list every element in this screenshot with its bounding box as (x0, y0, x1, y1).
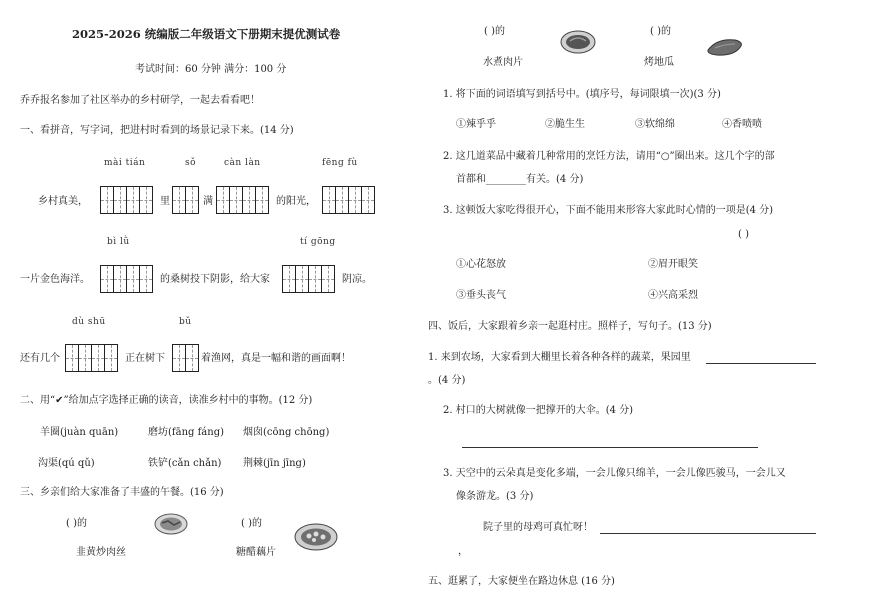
answer-line[interactable] (462, 447, 758, 448)
exam-info: 考试时间：60 分钟 满分：100 分 (135, 64, 287, 75)
pronunciation-item[interactable]: 烟囱(cōng chōng) (243, 427, 330, 438)
answer-line[interactable] (600, 533, 816, 534)
pinyin: bǔ (179, 317, 192, 327)
sentence-text: 阴凉。 (342, 274, 372, 285)
question-text: 3. 这顿饭大家吃得很开心，下面不能用来形容大家此时心情的一项是(4 分) (443, 205, 774, 216)
sentence-text: 的阳光， (276, 196, 316, 207)
char-grid[interactable] (65, 344, 118, 372)
question-text: 1. 来到农场，大家看到大棚里长着各种各样的蔬菜，果园里 (428, 352, 691, 363)
sweet-potato-icon (705, 36, 745, 58)
answer-blank[interactable]: ( )的 (66, 518, 87, 529)
option-item: ③软绵绵 (635, 119, 675, 130)
lotus-root-dish-icon (294, 523, 338, 551)
dish-name: 水煮肉片 (483, 57, 523, 68)
char-grid[interactable] (282, 265, 335, 293)
pronunciation-item[interactable]: 羊圈(juàn quān) (40, 427, 119, 438)
option-item: ④兴高采烈 (648, 290, 698, 301)
char-grid[interactable] (100, 186, 153, 214)
sentence-text: 一片金色海洋。 (20, 274, 90, 285)
pinyin: dù shū (72, 317, 106, 327)
answer-blank[interactable]: ( )的 (241, 518, 262, 529)
section1-heading: 一、看拼音，写字词，把进村时看到的场景记录下来。(14 分) (20, 125, 294, 136)
section2-heading: 二、用“✔”给加点字选择正确的读音，读准乡村中的事物。(12 分) (20, 395, 313, 406)
page-title: 2025-2026 统编版二年级语文下册期末提优测试卷 (72, 27, 341, 41)
dish-name: 韭黄炒肉丝 (76, 547, 126, 558)
pronunciation-item[interactable]: 荆棘(jīn jīng) (243, 458, 306, 469)
sentence-text: 里 (160, 196, 170, 207)
pronunciation-item[interactable]: 磨坊(fāng fáng) (148, 427, 224, 438)
char-grid[interactable] (322, 186, 375, 214)
section4-heading: 四、饭后，大家跟着乡亲一起逛村庄。照样子，写句子。(13 分) (428, 321, 712, 332)
answer-blank[interactable]: ( )的 (650, 26, 671, 37)
dish-name: 糖醋藕片 (236, 547, 276, 558)
sentence-text: 正在树下 (125, 353, 165, 364)
option-item: ②脆生生 (545, 119, 585, 130)
boiled-pork-dish-icon (560, 29, 596, 55)
example-prompt: 院子里的母鸡可真忙呀！ (483, 522, 593, 533)
char-grid[interactable] (216, 186, 269, 214)
option-item: ②眉开眼笑 (648, 259, 698, 270)
question-text: 。(4 分) (428, 375, 466, 386)
pinyin: tí gōng (300, 237, 336, 247)
question-text: 首都和________有关。(4 分) (456, 174, 584, 185)
option-item: ①辣乎乎 (456, 119, 496, 130)
char-grid[interactable] (100, 265, 153, 293)
sentence-text: 乡村真美， (38, 196, 88, 207)
option-item: ④香喷喷 (722, 119, 762, 130)
question-text: 像条游龙。(3 分) (456, 491, 534, 502)
sentence-text: 的桑树投下阴影，给大家 (160, 274, 270, 285)
pinyin: mài tián (104, 158, 146, 168)
question-text: 2. 这几道菜品中藏着几种常用的烹饪方法，请用“○”圈出来。这几个字的部 (443, 151, 775, 162)
pinyin: sǒ (185, 158, 197, 168)
dish-name: 烤地瓜 (644, 57, 674, 68)
pronunciation-item[interactable]: 铁铲(cǎn chǎn) (148, 458, 222, 469)
option-item: ③垂头丧气 (456, 290, 506, 301)
stir-fry-dish-icon (154, 512, 188, 536)
question-text: 1. 将下面的词语填写到括号中。(填序号，每词限填一次)(3 分) (443, 89, 721, 100)
answer-blank[interactable]: ( )的 (484, 26, 505, 37)
pinyin: càn làn (224, 158, 261, 168)
sentence-text: 还有几个 (20, 353, 60, 364)
punctuation: ， (458, 546, 468, 557)
section3-heading: 三、乡亲们给大家准备了丰盛的午餐。(16 分) (20, 487, 224, 498)
question-text: 2. 村口的大树就像一把撑开的大伞。(4 分) (443, 405, 634, 416)
char-grid[interactable] (172, 186, 199, 214)
sentence-text: 着渔网，真是一幅和谐的画面啊！ (201, 353, 351, 364)
pronunciation-item[interactable]: 沟渠(qú qǔ) (38, 458, 95, 469)
option-item: ①心花怒放 (456, 259, 506, 270)
pinyin: fēng fù (322, 158, 358, 168)
char-grid[interactable] (172, 344, 199, 372)
sentence-text: 满 (203, 196, 213, 207)
section5-heading: 五、逛累了，大家便坐在路边休息 (16 分) (428, 576, 615, 587)
answer-blank[interactable]: ( ) (738, 229, 749, 240)
question-text: 3. 天空中的云朵真是变化多端，一会儿像只绵羊，一会儿像匹骏马，一会儿又 (443, 468, 786, 479)
answer-line[interactable] (706, 363, 816, 364)
intro-text: 乔乔报名参加了社区举办的乡村研学，一起去看看吧！ (20, 95, 260, 106)
pinyin: bì lǜ (107, 237, 130, 247)
